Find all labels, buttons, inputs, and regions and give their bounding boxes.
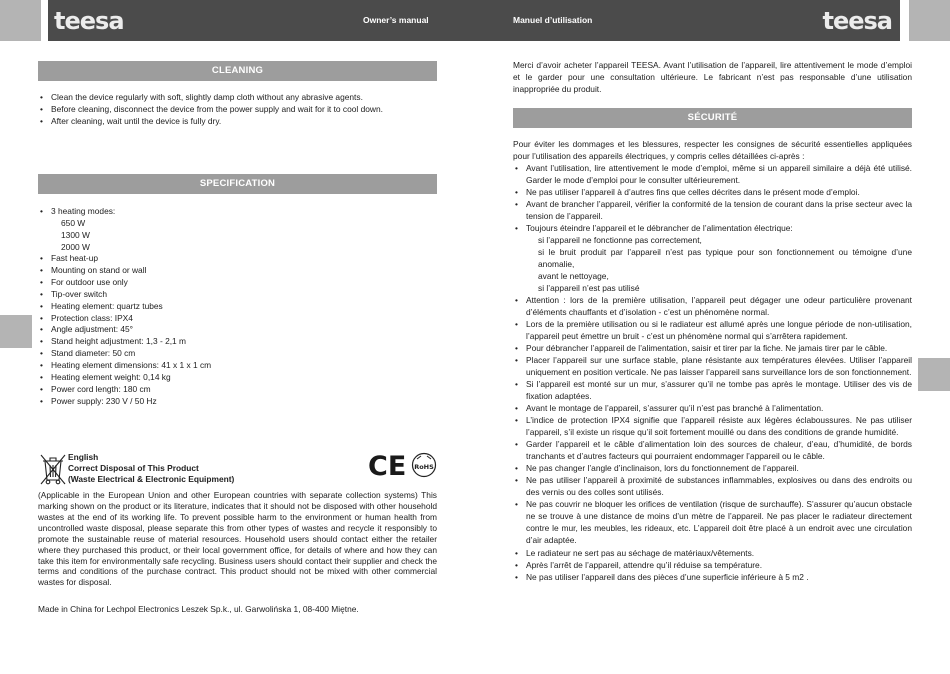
list-item: • Power supply: 230 V / 50 Hz <box>38 396 438 408</box>
ce-mark-text: CE <box>368 452 407 478</box>
securite-intro-paragraph: Pour éviter les dommages et les blessures, respecter les consignes de sécurité essentielles appliquées pour l’utilisation des appareils électriques, y compris celles détaillées ci-après : <box>513 139 912 162</box>
teesa-logo-right: teesa <box>822 7 892 35</box>
unplug-case: avant le nettoyage, <box>538 271 609 282</box>
list-item: • Le radiateur ne sert pas au séchage de matériaux/vêtements. <box>513 547 912 559</box>
securite-list <box>513 162 912 583</box>
list-item: • Stand diameter: 50 cm <box>38 348 438 360</box>
list-item: • Avant le montage de l’appareil, s’assurer qu’il n’est pas branché à l’alimentation. <box>513 402 912 414</box>
cleaning-list <box>38 91 448 128</box>
fr-intro-paragraph: Merci d’avoir acheter l’appareil TEESA. Avant l’utilisation de l’appareil, lire attentivement le mode d’emploi et le garder pour une consultation ultérieure. Le fabricant n’est pas responsable d’une utilisation inappropriée du produit. <box>513 60 912 95</box>
list-item: • Heating element: quartz tubes <box>38 301 438 313</box>
unplug-label: • Toujours éteindre l’appareil et le débrancher de l’alimentation électrique: <box>526 223 793 234</box>
rohs-mark-text: RoHS <box>414 463 434 471</box>
list-item: • Ne pas utiliser l’appareil à d’autres fins que celles décrites dans le présent mode d’emploi. <box>513 186 912 198</box>
unplug-case: si l’appareil ne fonctionne pas correctement, <box>538 235 702 246</box>
heating-mode: 1300 W <box>61 229 90 240</box>
list-item: • Avant de brancher l’appareil, vérifier la conformité de la tension de courant dans la prise secteur avec la tension de l’appareil. <box>513 198 912 222</box>
list-item: • Après l’arrêt de l’appareil, attendre qu’il réduise sa température. <box>513 559 912 571</box>
weee-bin-icon <box>38 452 68 486</box>
unplug-case: si l’appareil n’est pas utilisé <box>538 283 640 294</box>
list-item: • For outdoor use only <box>38 277 438 289</box>
list-item: • Before cleaning, disconnect the device from the power supply and wait for it to cool down. <box>38 103 448 115</box>
disposal-title: Correct Disposal of This Product <box>68 462 199 473</box>
list-item: • Angle adjustment: 45° <box>38 324 438 336</box>
list-item: • Garder l’appareil et le câble d’alimentation loin des sources de chaleur, d’eau, d’humidité, de bords tranchants et d’autres facteurs qui pourraient endommager l’appareil ou le câble. <box>513 438 912 462</box>
header-title-fr: Manuel d’utilisation <box>513 15 593 25</box>
unplug-case: si le bruit produit par l’appareil n’est pas typique pour son fonctionnement ou témoigne d’une anomalie, <box>538 247 912 270</box>
list-item <box>513 222 912 294</box>
list-item: • Clean the device regularly with soft, slightly damp cloth without any abrasive agents. <box>38 91 448 103</box>
list-item: • Placer l’appareil sur une surface stable, plane résistante aux températures élevées. Utiliser l’appareil uniquement en position verticale. Ne pas laisser l’appareil sans surveillance lors de son fonctionnement. <box>513 354 912 378</box>
page-header <box>48 0 900 41</box>
ce-mark-icon <box>368 452 410 478</box>
list-item: • Avant l’utilisation, lire attentivement le mode d’emploi, même si un appareil similaire a déjà été utilisé. Garder le mode d’emploi pour le consulter ultérieurement. <box>513 162 912 186</box>
list-item: • Heating element dimensions: 41 x 1 x 1 cm <box>38 360 438 372</box>
list-item: • Mounting on stand or wall <box>38 265 438 277</box>
rohs-mark-icon <box>411 452 437 478</box>
list-item: • Ne pas couvrir ne bloquer les orifices de ventilation (risque de surchauffe). S’assurer qu’aucun obstacle ne se trouve à une distance de moins d’un mètre de l’appareil. Ne pas placer le radiateur directement contre le mur, les meubles, les rideaux, etc. L’appareil doit être placé à un endroit avec une circulation d’air adaptée. <box>513 498 912 546</box>
list-item: • Tip-over switch <box>38 289 438 301</box>
list-item: • Lors de la première utilisation ou si le radiateur est allumé après une longue période de non-utilisation, l’appareil peut émettre un bruit - c’est un phénomène normal qui s’arrêtera rapidement. <box>513 318 912 342</box>
disposal-text: (Applicable in the European Union and other European countries with separate collection systems) This marking shown on the product or its literature, indicates that it should not be disposed with other household wastes at the end of its working life. To prevent possible harm to the environment or human health from uncontrolled waste disposal, please separate this from other types of wastes and recycle it responsibly to promote the sustainable reuse of material resources. Household users should contact either the retailer where they purchased this product, or their local government office, for details of where and how they can take this item for environmentally safe recycling. Business users should contact their supplier and check the terms and conditions of the purchase contract. This product should not be mixed with other commercial wastes for disposal. <box>38 490 437 588</box>
disposal-subtitle: (Waste Electrical & Electronic Equipment) <box>68 473 235 484</box>
corner-tab-top-right <box>909 0 950 41</box>
corner-tab-top-left <box>0 0 41 41</box>
side-tab-right <box>918 358 950 391</box>
heating-modes-label: • 3 heating modes: <box>51 206 116 216</box>
list-item: • Protection class: IPX4 <box>38 313 438 325</box>
list-item: • Pour débrancher l’appareil de l’alimentation, saisir et tirer par la fiche. Ne jamais tirer par le câble. <box>513 342 912 354</box>
specification-list <box>38 206 438 407</box>
list-item: • Si l’appareil est monté sur un mur, s’assurer qu’il ne tombe pas après le montage. Utiliser des vis de fixation adaptées. <box>513 378 912 402</box>
disposal-language: English <box>68 452 99 462</box>
securite-heading: SÉCURITÉ <box>513 108 912 128</box>
teesa-logo-left: teesa <box>54 7 124 35</box>
list-item: • Fast heat-up <box>38 253 438 265</box>
list-item: • Heating element weight: 0,14 kg <box>38 372 438 384</box>
heating-mode: 2000 W <box>61 241 90 252</box>
made-in-text: Made in China for Lechpol Electronics Leszek Sp.k., ul. Garwolińska 1, 08-400 Miętne. <box>38 604 359 614</box>
list-item: • Power cord length: 180 cm <box>38 384 438 396</box>
header-title-en: Owner’s manual <box>363 15 429 25</box>
side-tab-left <box>0 315 32 348</box>
list-item: • After cleaning, wait until the device is fully dry. <box>38 115 448 127</box>
list-item: • Stand height adjustment: 1,3 - 2,1 m <box>38 336 438 348</box>
list-item: • Attention : lors de la première utilisation, l’appareil peut dégager une odeur particulière provenant d’éléments chauffants et d’isolation - c’est un phénomène normal. <box>513 294 912 318</box>
list-item: • Ne pas changer l’angle d’inclinaison, lors du fonctionnement de l’appareil. <box>513 462 912 474</box>
heating-mode: 650 W <box>61 217 86 228</box>
list-item: • Ne pas utiliser l’appareil dans des pièces d’une superficie inférieure à 5 m2 . <box>513 571 912 583</box>
cleaning-heading: CLEANING <box>38 61 437 81</box>
list-item: • L’indice de protection IPX4 signifie que l’appareil résiste aux légères éclaboussures. Ne pas utiliser l’appareil, s’il existe un risque qu’il soit fortement mouillé ou dans des conditions de grande humidité. <box>513 414 912 438</box>
list-item: • Ne pas utiliser l’appareil à proximité de substances inflammables, explosives ou dans des endroits ou des vernis ou des colles sont utilisés. <box>513 474 912 498</box>
disposal-title-block <box>68 452 234 485</box>
specification-heading: SPECIFICATION <box>38 174 437 194</box>
list-item <box>38 206 438 253</box>
